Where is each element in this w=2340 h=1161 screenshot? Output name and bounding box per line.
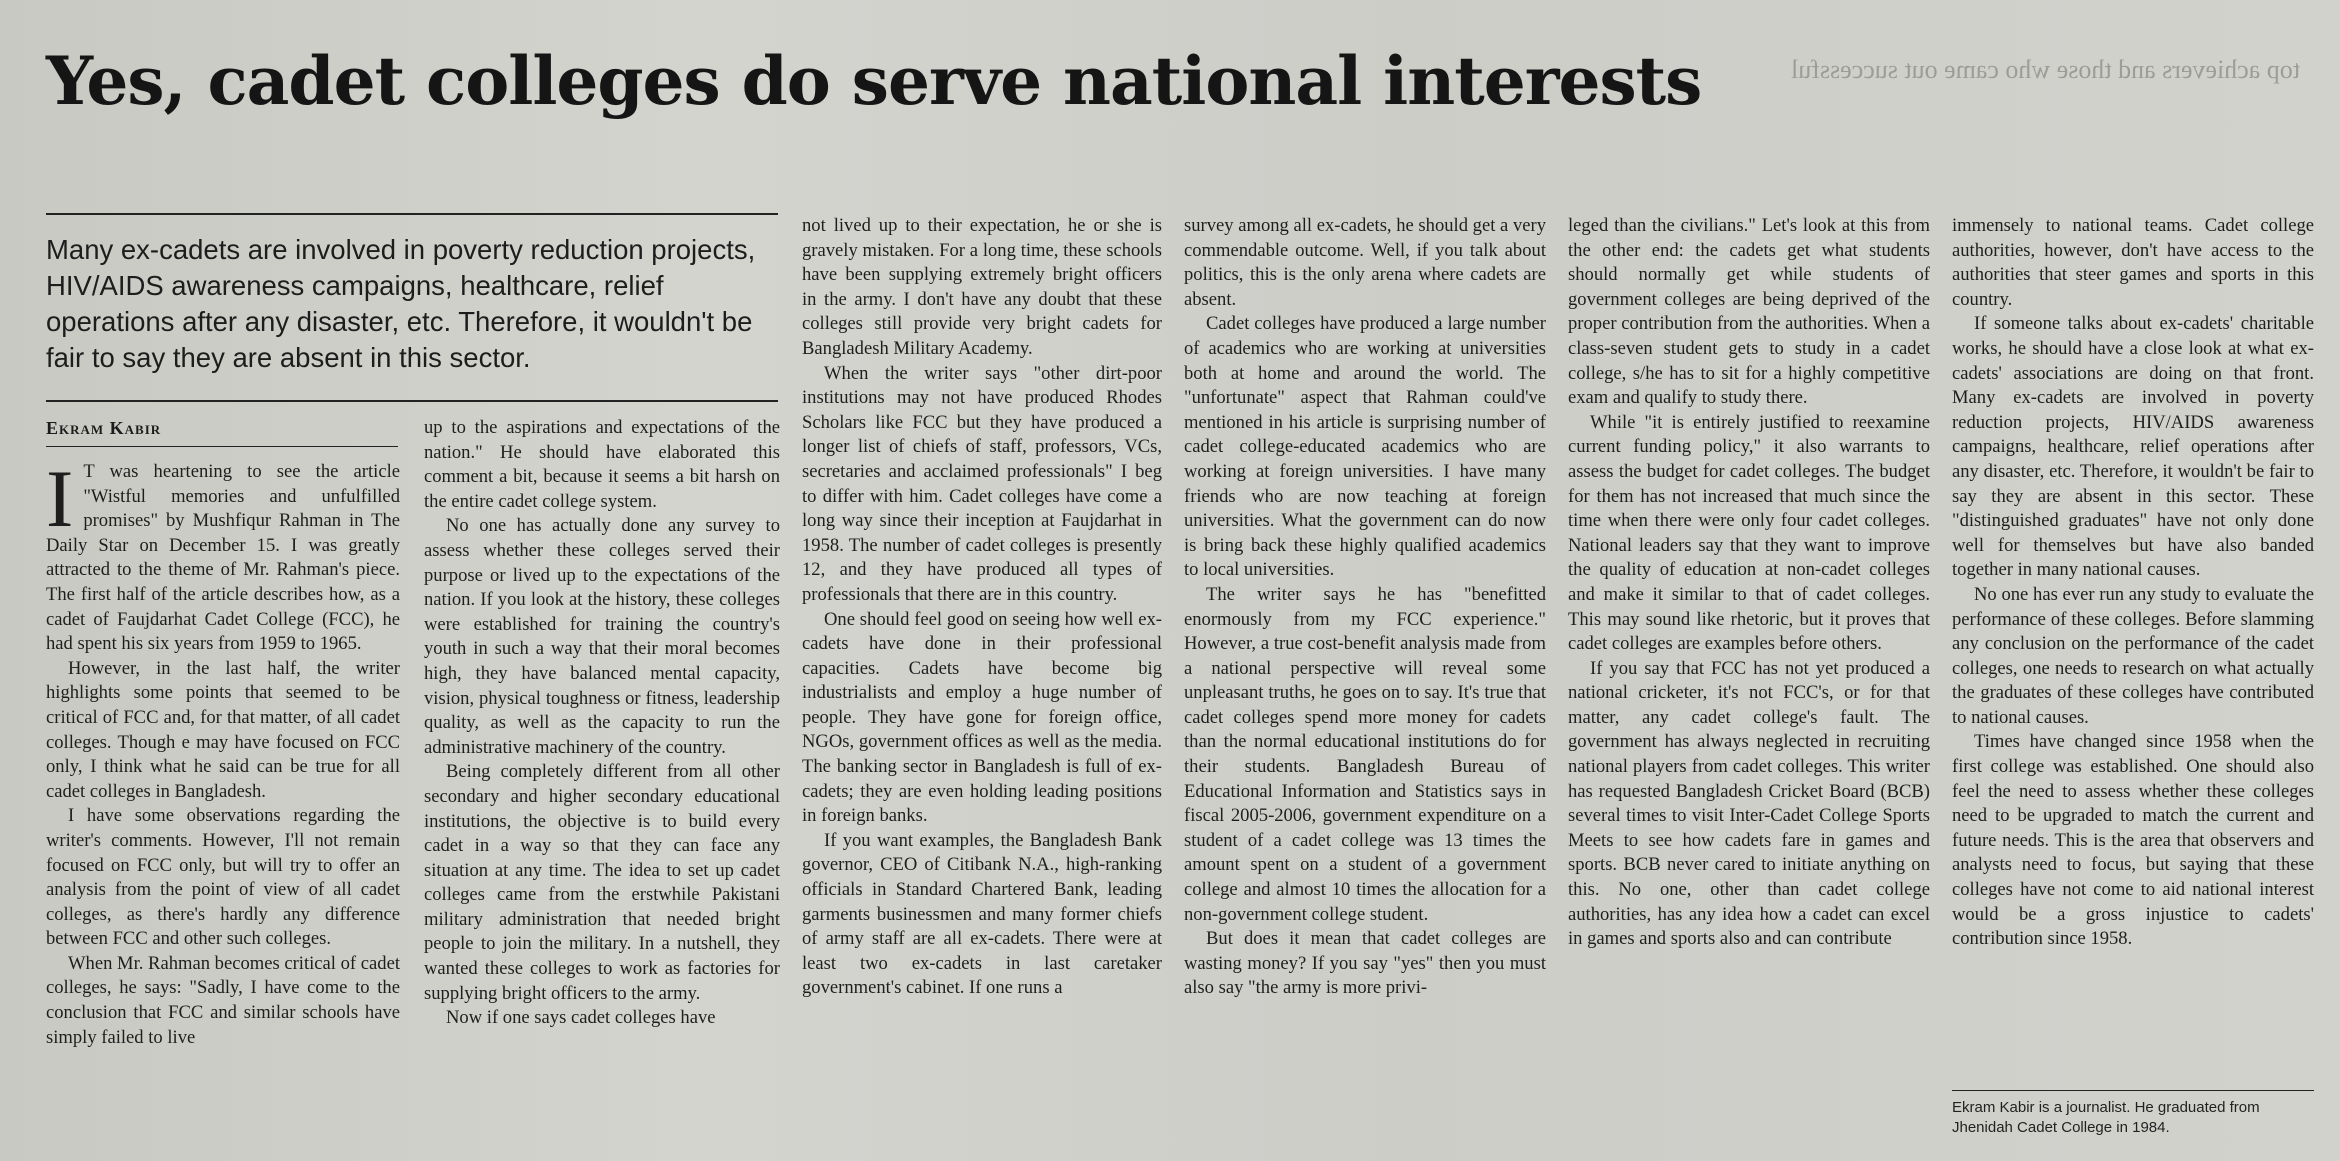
bleed-through-text: top achievers and those who came out successful [1790, 55, 2300, 84]
author-bio: Ekram Kabir is a journalist. He graduated from Jhenidah Cadet College in 1984. [1952, 1099, 2260, 1136]
paragraph: up to the aspirations and expectations of the nation." He should have elaborated this comment a bit, because it seems a bit harsh on the entire cadet college system. [424, 417, 780, 512]
paragraph: T was heartening to see the article "Wistful memories and unfulfilled promises" by Mushfiqur Rahman in The Daily Star on December 15. I was greatly attracted to the theme of Mr. Rahman's piece. The first half of the article describes how, as a cadet of Faujdarhat Cadet College (FCC), he had spent his six years from 1959 to 1965. [46, 461, 400, 655]
paragraph: The writer says he has "benefitted enormously from my FCC experience." However, a true cost-benefit analysis made from a national perspective will reveal some unpleasant truths, he goes on to say. It's true that cadet colleges spend more money for cadets than the normal educational institutions do for their students. Bangladesh Bureau of Educational Information and Statistics says in fiscal 2005-2006, government expenditure on a student of a cadet college was 13 times the amount spent on a student of a government college and almost 10 times the allocation for a non-government college student. [1184, 583, 1546, 925]
paragraph: I have some observations regarding the writer's comments. However, I'll not remain focused on FCC only, but will try to offer an analysis from the point of view of all cadet colleges, as there's hardly any difference between FCC and other such colleges. [46, 805, 400, 950]
paragraph: Times have changed since 1958 when the first college was established. One should also feel the need to assess whether these colleges need to be upgraded to match the current and future needs. This is the area that observers and analysts need to focus, but saying that these colleges have not come to aid national interest would be a gross injustice to cadets' contribution since 1958. [1952, 731, 2314, 950]
paragraph: immensely to national teams. Cadet college authorities, however, don't have access to the authorities that steer games and sports in this country. [1952, 215, 2314, 310]
paragraph: If someone talks about ex-cadets' charitable works, he should have a close look at what ex-cadets' associations are doing on that front. Many ex-cadets are involved in poverty reduction projects, HIV/AIDS awareness campaigns, healthcare, relief operations after any disaster, etc. Therefore, it wouldn't be fair to say they are absent in this sector. These "distinguished graduates" have not only done well for themselves but have also banded together in many national causes. [1952, 313, 2314, 581]
paragraph: No one has ever run any study to evaluate the performance of these colleges. Before slamming any conclusion on the performance of the cadet colleges, one needs to research on what actually the graduates of these colleges have contributed to national causes. [1952, 583, 2314, 728]
paragraph: Cadet colleges have produced a large number of academics who are working at universities both at home and around the world. The "unfortunate" aspect that Rahman could've mentioned in his article is surprising number of cadet college-educated academics who are working at foreign universities. I have many friends who are now teaching at foreign universities. What the government can do now is bring back these highly qualified academics to local universities. [1184, 313, 1546, 581]
deck-top-rule [46, 213, 778, 215]
article-column-5 [1568, 214, 1930, 952]
paragraph: But does it mean that cadet colleges are wasting money? If you say "yes" then you must also say "the army is more privi- [1184, 928, 1546, 999]
paragraph: When Mr. Rahman becomes critical of cadet colleges, he says: "Sadly, I have come to the conclusion that FCC and similar schools have simply failed to live [46, 952, 400, 1048]
article-column-4 [1184, 214, 1546, 1001]
byline: Ekram Kabir [46, 418, 162, 438]
paragraph: One should feel good on seeing how well ex-cadets have done in their professional capacities. Cadets have become big industrialists and employ a huge number of people. They have gone for foreign office, NGOs, government offices as well as the media. The banking sector in Bangladesh is full of ex-cadets; they are even holding leading positions in foreign banks. [802, 608, 1162, 827]
paragraph: Now if one says cadet colleges have [446, 1007, 716, 1029]
paragraph: survey among all ex-cadets, he should get a very commendable outcome. Well, if you talk about politics, this is the only arena where cadets are absent. [1184, 215, 1546, 310]
headline: Yes, cadet colleges do serve national interests [46, 42, 1702, 120]
paragraph: not lived up to their expectation, he or she is gravely mistaken. For a long time, these schools have been supplying extremely bright officers in the army. I don't have any doubt that these colleges still provide very bright cadets for Bangladesh Military Academy. [802, 215, 1162, 359]
deck-bottom-rule [46, 400, 778, 402]
paragraph: No one has actually done any survey to assess whether these colleges served their purpose or lived up to the expectations of the nation. If you look at the history, these colleges were established for training the country's youth in such a way that their moral becomes high, they have balanced mental capacity, vision, physical toughness or fitness, leadership quality, as well as the capacity to run the administrative machinery of the country. [424, 515, 780, 758]
paragraph: If you want examples, the Bangladesh Bank governor, CEO of Citibank N.A., high-ranking officials in Standard Chartered Bank, leading garments businessmen and many former chiefs of army staff are all ex-cadets. There were at least two ex-cadets in last caretaker government's cabinet. If one runs a [802, 829, 1162, 999]
paragraph: leged than the civilians." Let's look at this from the other end: the cadets get what students should normally get while students of government colleges are being deprived of the proper contribution from the authorities. When a class-seven student gets to study in a cadet college, s/he has to sit for a highly competitive exam and qualify to study there. [1568, 215, 1930, 409]
bio-rule [1952, 1090, 2314, 1091]
paragraph: However, in the last half, the writer highlights some points that seemed to be critical of FCC and, for that matter, of all cadet colleges. Though e may have focused on FCC only, I think what he said can be true for all cadet colleges in Bangladesh. [46, 657, 400, 802]
article-column-6 [1952, 214, 2314, 952]
article-column-2 [424, 416, 780, 1031]
paragraph: When the writer says "other dirt-poor institutions may not have produced Rhodes Scholars like FCC but they have produced a longer list of chiefs of staff, professors, VCs, secretaries and acclaimed professionals" I beg to differ with him. Cadet colleges have come a long way since their inception at Faujdarhat in 1958. The number of cadet colleges is presently 12, and they have produced all types of professionals that there are in this country. [802, 362, 1162, 605]
paragraph: While "it is entirely justified to reexamine current funding policy," it also warrants to assess the budget for cadet colleges. The budget for them has not increased that much since the time when there were only four cadet colleges. National leaders say that they want to improve the quality of education at non-cadet colleges and make it similar to that of cadet colleges. This may sound like rhetoric, but it proves that cadet colleges are examples before others. [1568, 411, 1930, 655]
deck-pullquote: Many ex-cadets are involved in poverty reduction projects, HIV/AIDS awareness campaigns, healthcare, relief operations after any disaster, etc. Therefore, it wouldn't be fair to say they are absent in this sector. [46, 234, 756, 373]
paragraph: Being completely different from all other secondary and higher secondary educational institutions, the objective is to build every cadet in a way so that they can face any situation at any time. The idea to set up cadet colleges came from the erstwhile Pakistani military administration that needed bright people to join the military. In a nutshell, they wanted these colleges to work as factories for supplying bright officers to the army. [424, 761, 780, 1004]
drop-cap: I [46, 453, 74, 544]
paragraph: If you say that FCC has not yet produced a national cricketer, it's not FCC's, or for that matter, any cadet college's fault. The government has always neglected in recruiting national players from cadet colleges. This writer has requested Bangladesh Cricket Board (BCB) several times to visit Inter-Cadet College Sports Meets to see how cadets fare in games and sports. BCB never cared to initiate anything on this. No one, other than cadet college authorities, has any idea how a cadet can excel in games and sports also and can contribute [1568, 657, 1930, 950]
article-column-3 [802, 214, 1162, 1001]
byline-rule [46, 446, 398, 447]
article-column-1 [46, 453, 400, 1050]
